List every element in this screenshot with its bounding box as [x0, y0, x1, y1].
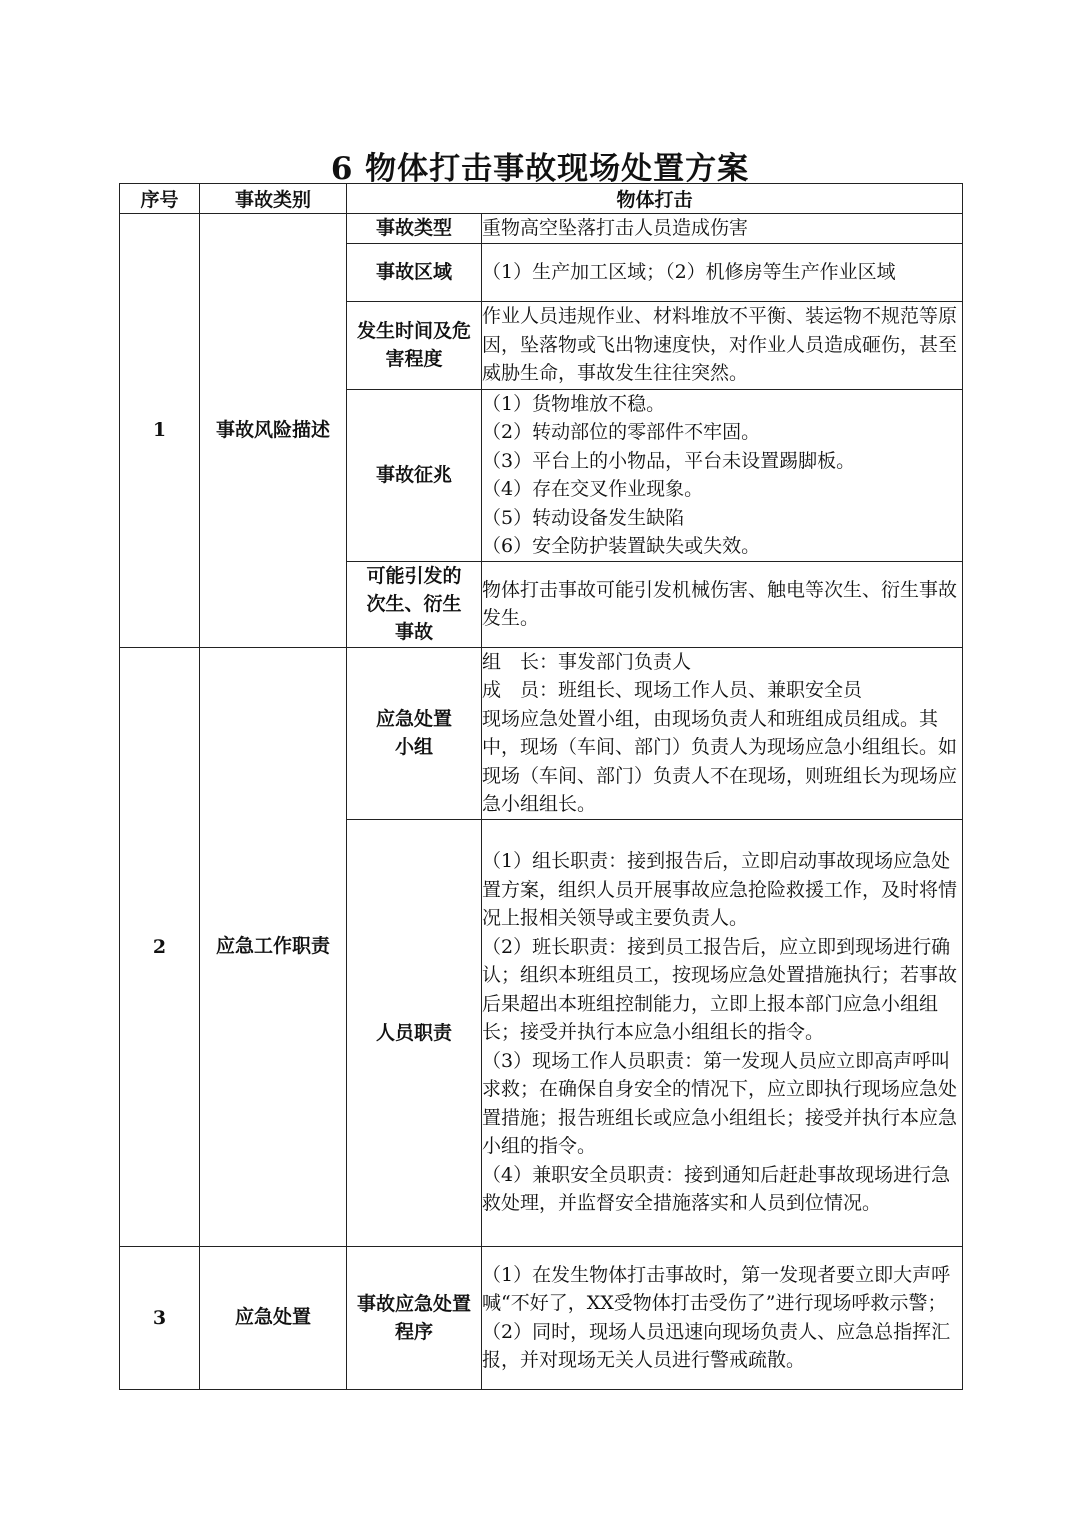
content-line: 现场应急处置小组，由现场负责人和班组成员组成。其中，现场（车间、部门）负责人为现场应急小组组长。如现场（车间、部门）负责人不在现场，则班组长为现场应急小组组长。: [482, 707, 958, 815]
content-line: （4）存在交叉作业现象。: [482, 478, 704, 500]
row-label: 人员职责: [347, 819, 482, 1246]
row-content: [482, 243, 963, 301]
content-line: 物体打击事故可能引发机械伤害、触电等次生、衍生事故发生。: [482, 578, 958, 629]
row-content: [482, 389, 963, 561]
row-label: 发生时间及危害程度: [347, 301, 482, 389]
row-content: [482, 647, 963, 819]
row-label: 应急处置小组: [347, 647, 482, 819]
content-line: （1）在发生物体打击事故时，第一发现者要立即大声呼喊“不好了，XX受物体打击受伤了”进行现场呼救示警；: [482, 1263, 951, 1314]
header-category: 事故类别: [200, 184, 347, 214]
section-category: 应急工作职责: [200, 647, 347, 1246]
header-content: 物体打击: [347, 184, 963, 214]
row-label: 事故类型: [347, 214, 482, 244]
row-label: 事故应急处置程序: [347, 1246, 482, 1389]
content-line: （5）转动设备发生缺陷: [482, 506, 685, 529]
page-title: 6 物体打击事故现场处置方案: [330, 151, 750, 187]
content-line: （1）货物堆放不稳。: [482, 392, 666, 415]
content-line: （3）现场工作人员职责：第一发现人员应立即高声呼叫求救；在确保自身安全的情况下，应立即执行现场应急处置措施；报告班组长或应急小组组长；接受并执行本应急小组的指令。: [482, 1049, 958, 1158]
table-row: [120, 214, 963, 244]
section-seq: 3: [120, 1246, 200, 1389]
content-line: 组 长：事发部门负责人: [482, 650, 692, 673]
content-line: （1）组长职责：接到报告后，立即启动事故现场应急处置方案，组织人员开展事故应急抢险救援工作，及时将情况上报相关领导或主要负责人。: [482, 850, 958, 930]
content-line: 重物高空坠落打击人员造成伤害: [482, 217, 749, 239]
row-content: [482, 561, 963, 647]
table-row: [120, 647, 963, 819]
row-content: [482, 301, 963, 389]
content-line: 成 员：班组长、现场工作人员、兼职安全员: [482, 679, 863, 701]
row-content: [482, 1246, 963, 1389]
header-seq: 序号: [120, 184, 200, 214]
row-label: 可能引发的次生、衍生事故: [347, 561, 482, 647]
content-line: （6）安全防护装置缺失或失效。: [482, 535, 761, 557]
section-seq: 2: [120, 647, 200, 1246]
content-line: （2）转动部位的零部件不牢固。: [482, 421, 761, 443]
row-label: 事故征兆: [347, 389, 482, 561]
content-line: （2）班长职责：接到员工报告后，应立即到现场进行确认；组织本班组员工，按现场应急处置措施执行；若事故后果超出本班组控制能力，立即上报本部门应急小组组长；接受并执行本应急小组组长的指令。: [482, 935, 958, 1044]
content-line: （4）兼职安全员职责：接到通知后赶赴事故现场进行急救处理，并监督安全措施落实和人员到位情况。: [482, 1163, 951, 1215]
table-row: [120, 1246, 963, 1389]
content-line: （1）生产加工区域；（2）机修房等生产作业区域: [482, 260, 896, 283]
content-line: 作业人员违规作业、材料堆放不平衡、装运物不规范等原因，坠落物或飞出物速度快，对作业人员造成砸伤，甚至威胁生命，事故发生往往突然。: [482, 305, 958, 385]
plan-table: [119, 183, 963, 1390]
content-line: （2）同时，现场人员迅速向现场负责人、应急总指挥汇报，并对现场无关人员进行警戒疏散。: [482, 1320, 951, 1371]
section-category: 应急处置: [200, 1246, 347, 1389]
section-seq: 1: [120, 214, 200, 648]
row-label: 事故区域: [347, 243, 482, 301]
row-content: [482, 214, 963, 244]
section-category: 事故风险描述: [200, 214, 347, 648]
row-content: [482, 819, 963, 1246]
header-row: [120, 184, 963, 214]
content-line: （3）平台上的小物品，平台未设置踢脚板。: [482, 449, 856, 472]
